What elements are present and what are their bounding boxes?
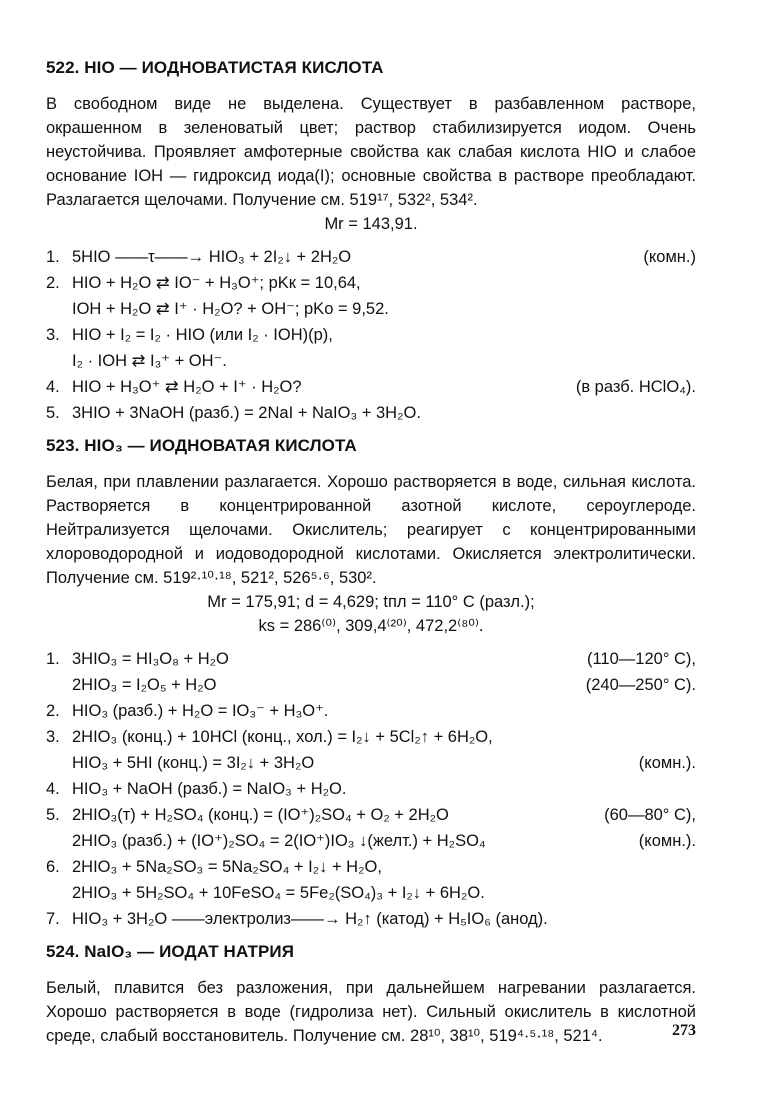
equation-row: IOH + H₂O ⇄ I⁺ · H₂O? + OH⁻; pKо = 9,52. bbox=[72, 300, 389, 318]
equation-row: 3. 2HIO₃ (конц.) + 10HCl (конц., хол.) = I₂↓ + 5Cl₂↑ + 6H₂O, bbox=[46, 728, 493, 746]
section-text-522: В свободном виде не выделена. Существует в разбавленном растворе, окрашенном в зеленоватый цвет; раствор стабилизируется иодом. Очень неустойчива. Проявляет амфотерные свойства как слабая кислота HIO и слабое основание IOH — гидроксид иода(I); основные свойства в растворе преобладают. Разлагается щелочами. Получение см. 519¹⁷, 532², 534². bbox=[46, 95, 696, 209]
equation-row: 2. HIO + H₂O ⇄ IO⁻ + H₃O⁺; pKк = 10,64, bbox=[46, 274, 361, 292]
section-title-524: 524. NaIO₃ — ИОДАТ НАТРИЯ bbox=[46, 942, 295, 961]
equation-row: 5. 3HIO + 3NaOH (разб.) = 2NaI + NaIO₃ + 3H₂O. bbox=[46, 404, 421, 422]
equation-row: I₂ · IOH ⇄ I₃⁺ + OH⁻. bbox=[72, 352, 227, 370]
equation-row: 7. HIO₃ + 3H₂O ——электролиз——→ H₂↑ (катод) + H₅IO₆ (анод). bbox=[46, 910, 548, 928]
section-text-523: Белая, при плавлении разлагается. Хорошо растворяется в воде, сильная кислота. Растворяется в концентрированной азотной кислоте, сероуглероде. Нейтрализуется щелочами. Окислитель; реагирует с концентрированными хлороводородной и иодоводородной кислотами. Окисляется электролитически. Получение см. 519²·¹⁰·¹⁸, 521², 526⁵·⁶, 530². bbox=[46, 473, 696, 587]
equation-row: 3. HIO + I₂ = I₂ · HIO (или I₂ · IOH)(р), bbox=[46, 326, 333, 344]
document-page bbox=[46, 58, 696, 1048]
molar-mass-522: Mr = 143,91. bbox=[324, 215, 418, 233]
equation-row: 4. HIO₃ + NaOH (разб.) = NaIO₃ + H₂O. bbox=[46, 780, 347, 798]
equation-row: 4. HIO + H₃O⁺ ⇄ H₂O + I⁺ · H₂O? (в разб. HClO₄). bbox=[46, 378, 696, 396]
equation-list-522 bbox=[46, 244, 696, 426]
section-title-523: 523. HIO₃ — ИОДНОВАТАЯ КИСЛОТА bbox=[46, 436, 357, 455]
section-title-522: 522. HIO — ИОДНОВАТИСТАЯ КИСЛОТА bbox=[46, 58, 384, 77]
equation-row: 1. 5HIO ——τ——→ HIO₃ + 2I₂↓ + 2H₂O (комн.) bbox=[46, 248, 696, 266]
equation-row: HIO₃ + 5HI (конц.) = 3I₂↓ + 3H₂O (комн.). bbox=[72, 754, 696, 772]
equation-row: 2HIO₃ + 5H₂SO₄ + 10FeSO₄ = 5Fe₂(SO₄)₃ + I₂↓ + 6H₂O. bbox=[72, 884, 485, 902]
equation-row: 6. 2HIO₃ + 5Na₂SO₃ = 5Na₂SO₄ + I₂↓ + H₂O, bbox=[46, 858, 382, 876]
equation-row: 2HIO₃ (разб.) + (IO⁺)₂SO₄ = 2(IO⁺)IO₃ ↓(желт.) + H₂SO₄ (комн.). bbox=[72, 832, 696, 850]
section-text-524: Белый, плавится без разложения, при дальнейшем нагревании разлагается. Хорошо растворяется в воде (гидролиза нет). Сильный окислитель в кислотной среде, слабый восстановитель. Получение см. 28¹⁰, 38¹⁰, 519⁴·⁵·¹⁸, 521⁴. bbox=[46, 979, 696, 1045]
equation-row: 2. HIO₃ (разб.) + H₂O = IO₃⁻ + H₃O⁺. bbox=[46, 702, 329, 720]
equation-row: 5. 2HIO₃(т) + H₂SO₄ (конц.) = (IO⁺)₂SO₄ + O₂ + 2H₂O (60—80° C), bbox=[46, 806, 696, 824]
equation-list-523 bbox=[46, 646, 696, 932]
page-number: 273 bbox=[672, 1022, 696, 1039]
properties-523-line1: Mr = 175,91; d = 4,629; tпл = 110° C (разл.); bbox=[207, 593, 535, 611]
equation-row: 2HIO₃ = I₂O₅ + H₂O (240—250° C). bbox=[72, 676, 696, 694]
equation-row: 1. 3HIO₃ = HI₃O₈ + H₂O (110—120° C), bbox=[46, 650, 696, 668]
properties-523-line2: ks = 286⁽⁰⁾, 309,4⁽²⁰⁾, 472,2⁽⁸⁰⁾. bbox=[258, 617, 484, 635]
